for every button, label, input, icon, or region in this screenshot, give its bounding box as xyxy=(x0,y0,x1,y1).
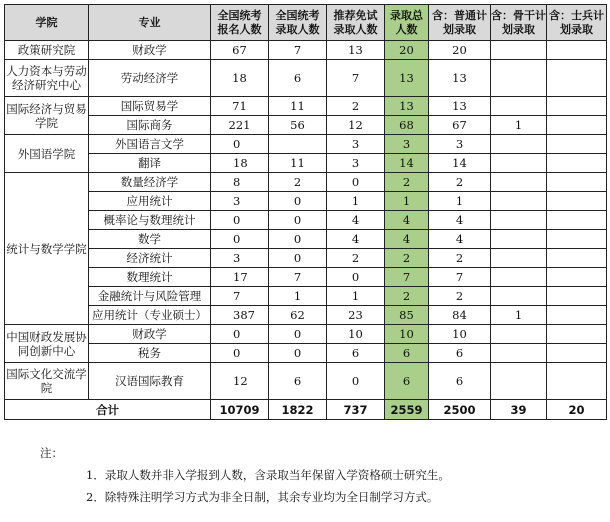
value-cell: 11 xyxy=(269,97,327,116)
table-row xyxy=(5,249,607,268)
value-cell xyxy=(547,192,607,211)
admissions-table xyxy=(4,4,607,420)
total-admitted-cell: 13 xyxy=(385,60,429,97)
value-cell: 221 xyxy=(211,116,269,135)
college-cell xyxy=(5,363,89,400)
table-row xyxy=(5,325,607,344)
value-cell xyxy=(547,325,607,344)
value-cell: 3 xyxy=(327,154,385,173)
value-cell: 1 xyxy=(491,306,547,325)
major-cell: 国际商务 xyxy=(89,116,211,135)
col-header-soldier-plan xyxy=(547,5,607,41)
major-cell: 外国语言文学 xyxy=(89,135,211,154)
total-row xyxy=(5,400,607,420)
header-line: 全国统考 xyxy=(275,8,320,22)
value-cell: 2 xyxy=(269,173,327,192)
total-admitted-cell: 1 xyxy=(385,192,429,211)
major-cell: 国际贸易学 xyxy=(89,97,211,116)
total-admitted-cell: 4 xyxy=(385,211,429,230)
value-cell xyxy=(547,173,607,192)
value-cell: 2 xyxy=(327,249,385,268)
col-header-regular-plan xyxy=(429,5,491,41)
major-cell: 财政学 xyxy=(89,325,211,344)
value-cell: 2 xyxy=(429,287,491,306)
table-row xyxy=(5,60,607,97)
value-cell: 13 xyxy=(429,60,491,97)
college-cell: 外国语学院 xyxy=(5,135,89,173)
value-cell xyxy=(547,154,607,173)
college-line: 经济研究中心 xyxy=(12,78,81,92)
value-cell: 17 xyxy=(211,268,269,287)
major-cell: 概率论与数理统计 xyxy=(89,211,211,230)
value-cell: 1 xyxy=(491,116,547,135)
header-line: 划录取 xyxy=(443,22,476,36)
value-cell xyxy=(547,211,607,230)
value-cell: 0 xyxy=(327,268,385,287)
total-admitted-cell: 2 xyxy=(385,249,429,268)
value-cell: 0 xyxy=(211,211,269,230)
major-cell: 劳动经济学 xyxy=(89,60,211,97)
value-cell: 6 xyxy=(429,344,491,363)
major-cell: 翻译 xyxy=(89,154,211,173)
college-line: 同创新中心 xyxy=(17,343,76,358)
value-cell: 387 xyxy=(211,306,269,325)
table-row xyxy=(5,192,607,211)
major-cell: 财政学 xyxy=(89,41,211,60)
value-cell: 0 xyxy=(211,325,269,344)
value-cell: 14 xyxy=(429,154,491,173)
value-cell: 7 xyxy=(269,268,327,287)
col-header-total-admitted xyxy=(385,5,429,41)
value-cell xyxy=(491,344,547,363)
value-cell xyxy=(491,230,547,249)
value-cell xyxy=(491,363,547,400)
value-cell: 0 xyxy=(269,192,327,211)
value-cell xyxy=(491,135,547,154)
value-cell: 8 xyxy=(211,173,269,192)
total-value-cell: 39 xyxy=(491,400,547,420)
college-line: 国际经济与贸易 xyxy=(6,101,87,116)
table-row xyxy=(5,173,607,192)
value-cell: 12 xyxy=(211,363,269,400)
value-cell: 2 xyxy=(327,97,385,116)
total-value-cell: 1822 xyxy=(269,400,327,420)
value-cell: 23 xyxy=(327,306,385,325)
major-cell: 汉语国际教育 xyxy=(89,363,211,400)
value-cell: 3 xyxy=(327,135,385,154)
college-cell: 统计与数学学院 xyxy=(5,173,89,325)
value-cell xyxy=(491,154,547,173)
value-cell: 3 xyxy=(211,249,269,268)
value-cell: 11 xyxy=(269,154,327,173)
college-cell xyxy=(5,60,89,97)
value-cell: 4 xyxy=(327,211,385,230)
header-line: 报名人数 xyxy=(217,22,262,36)
total-admitted-cell: 13 xyxy=(385,97,429,116)
header-row xyxy=(5,5,607,41)
value-cell xyxy=(491,97,547,116)
table-row xyxy=(5,306,607,325)
total-admitted-cell: 85 xyxy=(385,306,429,325)
value-cell xyxy=(491,41,547,60)
value-cell: 0 xyxy=(269,344,327,363)
value-cell: 1 xyxy=(327,287,385,306)
table-row xyxy=(5,135,607,154)
total-admitted-cell: 6 xyxy=(385,344,429,363)
value-cell: 18 xyxy=(211,60,269,97)
value-cell: 0 xyxy=(211,230,269,249)
header-line: 人数 xyxy=(395,22,418,36)
major-cell: 经济统计 xyxy=(89,249,211,268)
table-row xyxy=(5,41,607,60)
table-row xyxy=(5,363,607,400)
value-cell: 3 xyxy=(429,135,491,154)
value-cell xyxy=(491,268,547,287)
total-value-cell: 20 xyxy=(547,400,607,420)
notes-title: 注： xyxy=(40,446,63,460)
header-line: 录取人数 xyxy=(275,22,320,36)
table-row xyxy=(5,211,607,230)
value-cell: 62 xyxy=(269,306,327,325)
total-admitted-cell: 68 xyxy=(385,116,429,135)
value-cell: 0 xyxy=(269,325,327,344)
value-cell xyxy=(547,97,607,116)
table-row xyxy=(5,287,607,306)
value-cell: 13 xyxy=(327,41,385,60)
value-cell: 0 xyxy=(211,344,269,363)
value-cell: 6 xyxy=(269,60,327,97)
table-row xyxy=(5,230,607,249)
value-cell xyxy=(491,287,547,306)
value-cell xyxy=(547,268,607,287)
major-cell: 数学 xyxy=(89,230,211,249)
value-cell xyxy=(547,116,607,135)
value-cell xyxy=(547,135,607,154)
header-line: 含：普通计 xyxy=(432,8,487,22)
total-value-cell: 737 xyxy=(327,400,385,420)
total-admitted-cell: 2 xyxy=(385,173,429,192)
header-line: 划录取 xyxy=(560,22,593,36)
value-cell: 6 xyxy=(269,363,327,400)
value-cell: 12 xyxy=(327,116,385,135)
value-cell xyxy=(491,192,547,211)
value-cell: 84 xyxy=(429,306,491,325)
value-cell xyxy=(491,211,547,230)
value-cell: 4 xyxy=(429,230,491,249)
major-cell: 数量经济学 xyxy=(89,173,211,192)
col-header-college: 学院 xyxy=(5,5,89,41)
value-cell: 0 xyxy=(327,363,385,400)
table-row xyxy=(5,116,607,135)
header-line: 含：骨干计 xyxy=(491,8,546,22)
value-cell: 7 xyxy=(211,287,269,306)
col-header-major: 专业 xyxy=(89,5,211,41)
note-item: 2．除特殊注明学习方式为非全日制，其余专业均为全日制学习方式。 xyxy=(86,490,439,504)
value-cell: 2 xyxy=(429,249,491,268)
total-admitted-cell: 3 xyxy=(385,135,429,154)
value-cell: 56 xyxy=(269,116,327,135)
col-header-applicants xyxy=(211,5,269,41)
value-cell xyxy=(269,135,327,154)
college-line: 中国财政发展协 xyxy=(6,329,87,344)
value-cell xyxy=(547,287,607,306)
college-line: 人力资本与劳动 xyxy=(6,64,87,78)
value-cell: 6 xyxy=(429,363,491,400)
value-cell: 18 xyxy=(211,154,269,173)
total-value-cell: 2500 xyxy=(429,400,491,420)
college-cell xyxy=(5,325,89,363)
value-cell: 1 xyxy=(327,192,385,211)
value-cell xyxy=(547,344,607,363)
value-cell: 13 xyxy=(429,97,491,116)
value-cell: 67 xyxy=(429,116,491,135)
value-cell: 6 xyxy=(327,344,385,363)
value-cell xyxy=(547,249,607,268)
value-cell: 7 xyxy=(269,41,327,60)
total-value-cell: 10709 xyxy=(211,400,269,420)
table-row xyxy=(5,97,607,116)
header-line: 推荐免试 xyxy=(333,8,378,22)
value-cell: 10 xyxy=(327,325,385,344)
table-row xyxy=(5,154,607,173)
college-line: 国际文化交流学 xyxy=(6,367,87,381)
major-cell: 应用统计 xyxy=(89,192,211,211)
note-item: 1．录取人数并非入学报到人数，含录取当年保留入学资格硕士研究生。 xyxy=(86,468,450,482)
value-cell xyxy=(491,249,547,268)
major-cell: 应用统计（专业硕士） xyxy=(89,306,211,325)
header-line: 全国统考 xyxy=(217,8,262,22)
total-admitted-cell: 6 xyxy=(385,363,429,400)
value-cell: 3 xyxy=(211,192,269,211)
value-cell xyxy=(547,230,607,249)
value-cell: 1 xyxy=(429,192,491,211)
value-cell: 7 xyxy=(429,268,491,287)
table-row xyxy=(5,344,607,363)
total-admitted-cell: 4 xyxy=(385,230,429,249)
value-cell: 1 xyxy=(269,287,327,306)
header-line: 录取总 xyxy=(390,8,423,22)
value-cell: 10 xyxy=(429,325,491,344)
table-row xyxy=(5,268,607,287)
value-cell: 67 xyxy=(211,41,269,60)
value-cell: 2 xyxy=(429,173,491,192)
col-header-backbone-plan xyxy=(491,5,547,41)
value-cell: 7 xyxy=(327,60,385,97)
total-value-cell: 2559 xyxy=(385,400,429,420)
value-cell: 4 xyxy=(327,230,385,249)
total-admitted-cell: 14 xyxy=(385,154,429,173)
header-line: 划录取 xyxy=(502,22,535,36)
total-admitted-cell: 10 xyxy=(385,325,429,344)
total-admitted-cell: 2 xyxy=(385,287,429,306)
value-cell: 0 xyxy=(327,173,385,192)
value-cell xyxy=(491,173,547,192)
value-cell xyxy=(547,60,607,97)
value-cell: 0 xyxy=(269,249,327,268)
total-admitted-cell: 20 xyxy=(385,41,429,60)
value-cell xyxy=(547,363,607,400)
value-cell xyxy=(547,306,607,325)
college-line: 学院 xyxy=(35,115,58,130)
col-header-recommended xyxy=(327,5,385,41)
col-header-exam-admitted xyxy=(269,5,327,41)
header-line: 含：士兵计 xyxy=(549,8,604,22)
header-line: 录取人数 xyxy=(333,22,378,36)
value-cell xyxy=(547,41,607,60)
major-cell: 数理统计 xyxy=(89,268,211,287)
value-cell: 4 xyxy=(429,211,491,230)
major-cell: 税务 xyxy=(89,344,211,363)
value-cell: 0 xyxy=(211,135,269,154)
value-cell: 0 xyxy=(269,230,327,249)
college-cell xyxy=(5,97,89,135)
value-cell xyxy=(491,60,547,97)
total-admitted-cell: 7 xyxy=(385,268,429,287)
major-cell: 金融统计与风险管理 xyxy=(89,287,211,306)
value-cell: 0 xyxy=(269,211,327,230)
value-cell: 71 xyxy=(211,97,269,116)
notes-section xyxy=(40,442,450,508)
value-cell xyxy=(491,325,547,344)
value-cell: 20 xyxy=(429,41,491,60)
college-cell: 政策研究院 xyxy=(5,41,89,60)
total-label: 合计 xyxy=(5,400,211,420)
college-line: 院 xyxy=(40,381,53,395)
